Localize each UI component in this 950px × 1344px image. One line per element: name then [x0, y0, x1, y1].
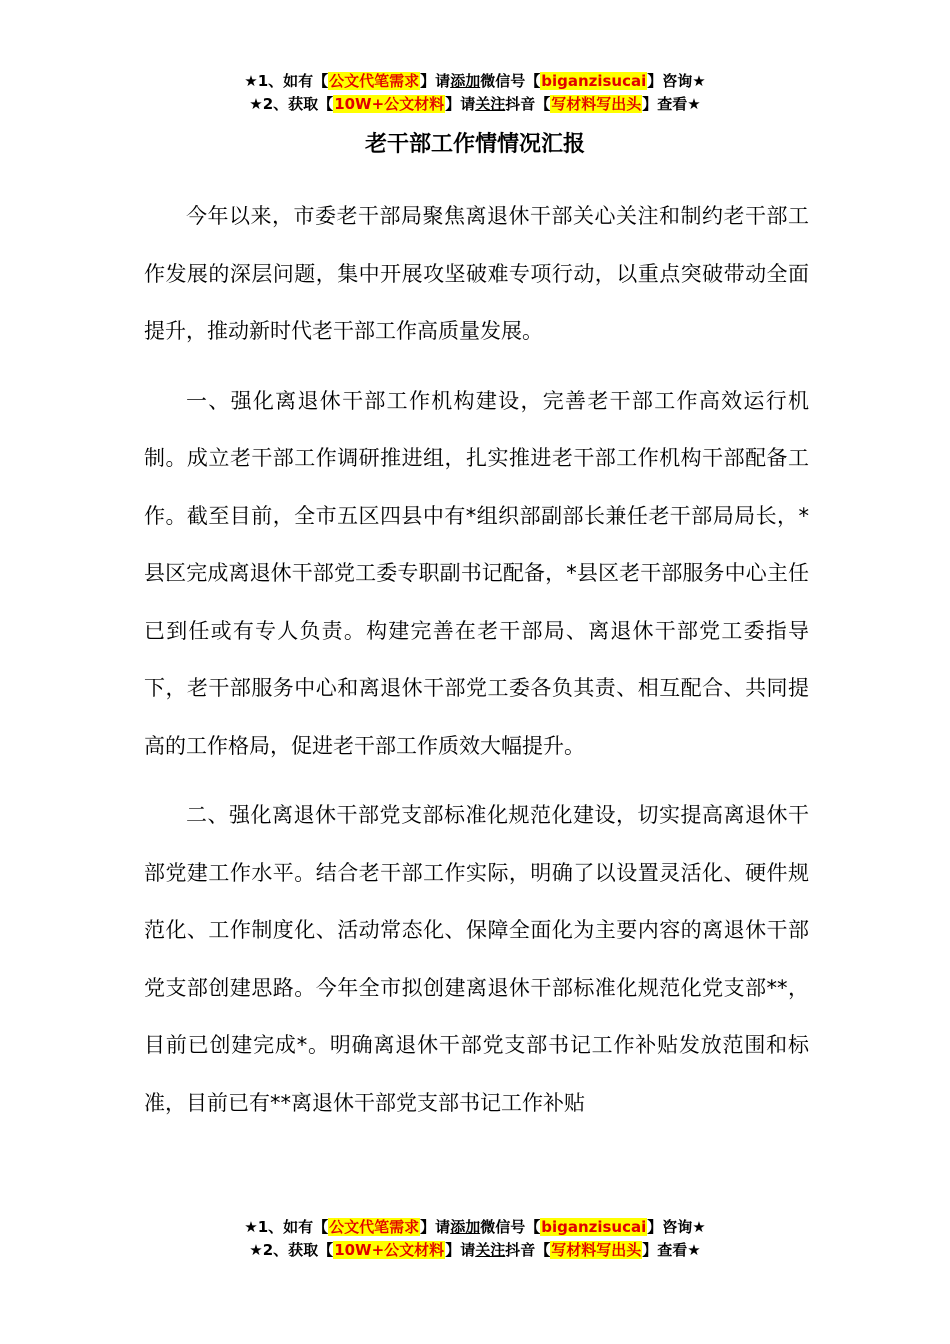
banner-highlight: 公文代笔需求: [329, 72, 420, 90]
banner-highlight: 公文代笔需求: [329, 1218, 420, 1236]
banner-highlight: 10W+公文材料: [334, 1241, 445, 1259]
banner-line-2: ★2、获取【10W+公文材料】请关注抖音【写材料写出头】查看★: [249, 1241, 701, 1259]
banner-underlined: 关注: [475, 1241, 506, 1259]
banner-highlight: 10W+公文材料: [334, 95, 445, 113]
banner-line-2: ★2、获取【10W+公文材料】请关注抖音【写材料写出头】查看★: [249, 95, 701, 113]
footer-banner: [0, 1216, 950, 1262]
paragraph-section-2: 二、强化离退休干部党支部标准化规范化建设，切实提高离退休干部党建工作水平。结合老干部工作实际，明确了以设置灵活化、硬件规范化、工作制度化、活动常态化、保障全面化为主要内容的离退休干部党支部创建思路。今年全市拟创建离退休干部标准化规范化党支部**，目前已创建完成*。明确离退休干部党支部书记工作补贴发放范围和标准，目前已有**离退休干部党支部书记工作补贴: [144, 803, 809, 1115]
banner-highlight-wechat: biganzisucai: [541, 1218, 647, 1236]
banner-highlight-douyin: 写材料写出头: [551, 1241, 642, 1259]
banner-underlined: 添加: [450, 1218, 481, 1236]
document-title: 老干部工作情情况汇报: [364, 132, 585, 157]
header-banner: [0, 70, 950, 116]
document-body: [144, 188, 809, 1132]
paragraph-intro: 今年以来，市委老干部局聚焦离退休干部关心关注和制约老干部工作发展的深层问题，集中开展攻坚破难专项行动，以重点突破带动全面提升，推动新时代老干部工作高质量发展。: [144, 204, 809, 343]
banner-highlight-wechat: biganzisucai: [541, 72, 647, 90]
banner-underlined: 添加: [450, 72, 481, 90]
banner-line-1: ★1、如有【公文代笔需求】请添加微信号【biganzisucai】咨询★: [244, 1218, 706, 1236]
banner-line-1: ★1、如有【公文代笔需求】请添加微信号【biganzisucai】咨询★: [244, 72, 706, 90]
banner-highlight-douyin: 写材料写出头: [551, 95, 642, 113]
paragraph-section-1: 一、强化离退休干部工作机构建设，完善老干部工作高效运行机制。成立老干部工作调研推进组，扎实推进老干部工作机构干部配备工作。截至目前，全市五区四县中有*组织部副部长兼任老干部局局长，*县区完成离退休干部党工委专职副书记配备，*县区老干部服务中心主任已到任或有专人负责。构建完善在老干部局、离退休干部党工委指导下，老干部服务中心和离退休干部党工委各负其责、相互配合、共同提高的工作格局，促进老干部工作质效大幅提升。: [144, 388, 809, 758]
banner-underlined: 关注: [475, 95, 506, 113]
